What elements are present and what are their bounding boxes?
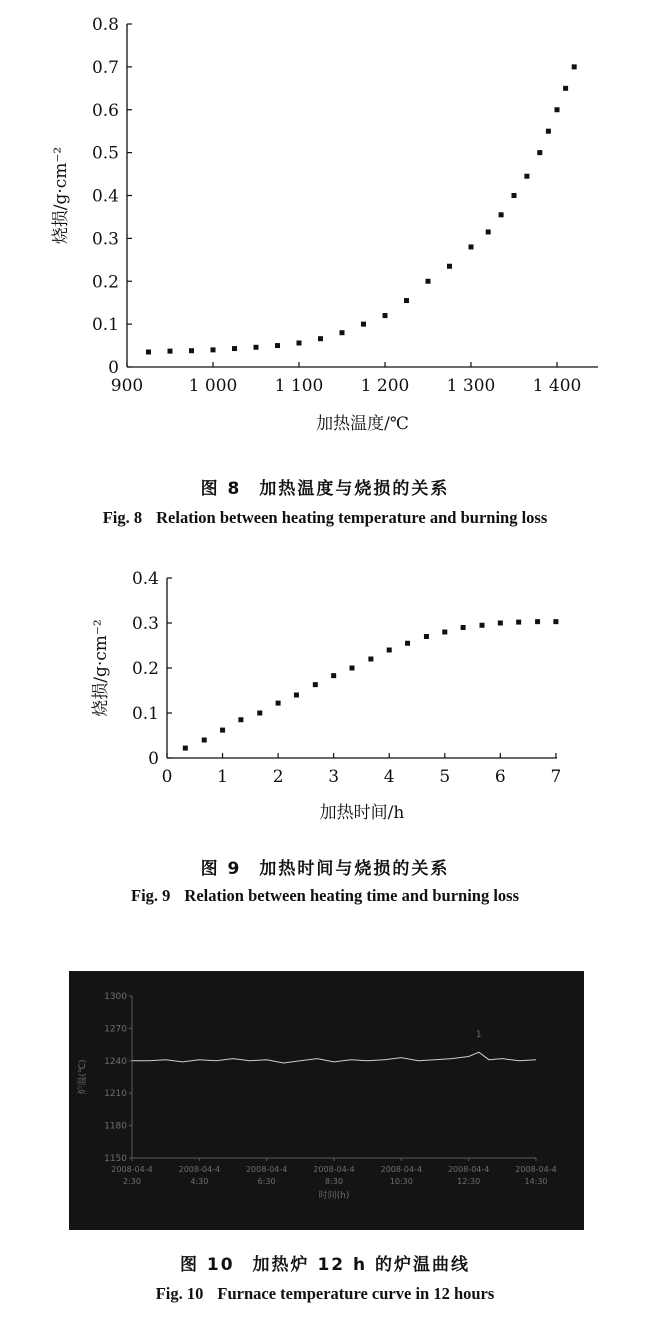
fig8-data-point <box>469 244 474 249</box>
fig9-data-point <box>368 657 373 662</box>
fig9-x-tick-label: 3 <box>328 767 340 787</box>
fig8-data-point <box>146 349 151 354</box>
fig8-data-point <box>512 193 517 198</box>
figure-10-number-en: Fig. 10 <box>155 1284 204 1303</box>
fig9-x-tick-label: 2 <box>272 767 284 787</box>
fig10-x-tick-label-time: 2:30 <box>123 1177 141 1186</box>
fig9-data-point <box>405 641 410 646</box>
fig9-data-point <box>480 623 485 628</box>
fig10-y-tick-label: 1180 <box>104 1121 127 1132</box>
fig10-x-axis-label: 时间(h) <box>318 1191 350 1201</box>
fig9-x-tick-label: 1 <box>217 767 228 787</box>
fig8-y-tick-label: 0.7 <box>91 57 119 78</box>
fig9-x-axis-label: 加热时间/h <box>319 803 405 823</box>
figure-8-number-en: Fig. 8 <box>102 508 143 527</box>
figure-10-title-cn: 加热炉 12 h 的炉温曲线 <box>252 1255 471 1275</box>
figure-10-chart <box>69 971 584 1230</box>
fig10-x-tick-label-date: 2008-04-4 <box>111 1165 153 1174</box>
fig8-x-tick-label: 1 000 <box>188 376 238 396</box>
figure-9-title-en: Relation between heating time and burning loss <box>184 886 520 905</box>
fig8-data-point <box>254 345 259 350</box>
fig9-x-tick-label: 5 <box>439 767 451 787</box>
fig10-x-tick-label-date: 2008-04-4 <box>178 1165 221 1174</box>
fig8-data-point <box>537 150 542 155</box>
fig10-y-axis-label: 炉温(℃) <box>78 1059 88 1095</box>
fig10-x-tick-label-date: 2008-04-4 <box>313 1165 355 1174</box>
fig8-x-tick-label: 1 300 <box>446 376 496 396</box>
fig8-data-point <box>340 330 345 335</box>
fig9-data-point <box>313 682 318 687</box>
fig9-data-point <box>220 728 225 733</box>
fig8-data-point <box>318 336 323 341</box>
fig8-y-tick-label: 0.5 <box>91 143 119 164</box>
figure-8-caption-cn <box>0 474 650 499</box>
fig8-data-point <box>275 343 280 348</box>
figure-9-chart <box>0 560 650 830</box>
fig9-x-tick-label: 7 <box>550 767 562 787</box>
fig9-data-point <box>461 625 466 630</box>
fig10-x-tick-label-time: 6:30 <box>257 1177 276 1186</box>
figure-8-chart <box>0 0 650 440</box>
fig8-x-tick-label: 1 100 <box>274 376 324 396</box>
fig10-x-tick-label-date: 2008-04-4 <box>245 1165 288 1174</box>
fig10-x-tick-label-date: 2008-04-4 <box>447 1165 490 1174</box>
fig10-y-tick-label: 1240 <box>104 1056 127 1067</box>
figure-9-number-en: Fig. 9 <box>130 886 171 905</box>
fig9-y-tick-label: 0.4 <box>131 569 159 589</box>
fig9-x-tick-label: 0 <box>161 767 173 787</box>
fig10-y-tick-label: 1210 <box>104 1089 127 1100</box>
fig8-data-point <box>563 86 568 91</box>
fig8-y-tick-label: 0.6 <box>91 100 119 121</box>
figure-8-caption-en <box>0 508 650 528</box>
fig9-data-point <box>294 693 299 698</box>
figure-8-title-en: Relation between heating temperature and burning loss <box>156 508 548 527</box>
figure-9-caption-en <box>0 886 650 906</box>
fig8-data-point <box>189 348 194 353</box>
fig9-y-axis-label: 烧损/g·cm⁻² <box>91 619 111 717</box>
fig9-y-tick-label: 0 <box>148 749 159 769</box>
fig10-y-tick-label: 1300 <box>104 992 127 1002</box>
fig9-data-point <box>202 738 207 743</box>
fig9-data-point <box>424 634 429 639</box>
fig8-data-point <box>555 107 560 112</box>
fig8-data-point <box>524 174 529 179</box>
fig8-y-axis-label: 烧损/g·cm⁻² <box>51 146 71 245</box>
fig10-x-tick-label-time: 4:30 <box>190 1177 209 1186</box>
fig9-data-point <box>276 701 281 706</box>
figure-8-title-cn: 加热温度与烧损的关系 <box>259 479 450 499</box>
fig8-y-tick-label: 0.3 <box>91 229 119 250</box>
fig10-x-tick-label-time: 14:30 <box>524 1177 548 1186</box>
fig8-data-point <box>486 229 491 234</box>
fig9-x-tick-label: 4 <box>383 767 395 787</box>
figure-10-number-cn: 图 10 <box>179 1255 235 1275</box>
fig9-data-point <box>183 746 188 751</box>
fig8-x-tick-label: 900 <box>110 376 144 396</box>
fig10-x-tick-label-date: 2008-04-4 <box>515 1165 557 1174</box>
fig8-data-point <box>232 346 237 351</box>
fig10-x-tick-label-date: 2008-04-4 <box>380 1165 423 1174</box>
figure-8-number-cn: 图 8 <box>200 479 242 499</box>
fig8-data-point <box>361 322 366 327</box>
figure-9-title-cn: 加热时间与烧损的关系 <box>259 859 450 879</box>
fig9-data-point <box>350 666 355 671</box>
fig8-y-tick-label: 0.4 <box>91 186 119 207</box>
figure-9-number-cn: 图 9 <box>200 859 242 879</box>
fig9-data-point <box>331 673 336 678</box>
fig9-data-point <box>535 619 540 624</box>
fig8-data-point <box>404 298 409 303</box>
fig9-data-point <box>387 648 392 653</box>
fig9-y-tick-label: 0.1 <box>131 704 159 724</box>
fig9-data-point <box>516 620 521 625</box>
fig9-y-tick-label: 0.3 <box>131 614 159 634</box>
figure-10-caption-cn <box>0 1250 650 1275</box>
fig8-y-tick-label: 0 <box>108 358 119 378</box>
fig8-data-point <box>297 340 302 345</box>
fig9-data-point <box>553 619 558 624</box>
fig8-data-point <box>572 64 577 69</box>
figure-9-caption-cn <box>0 854 650 879</box>
figure-10-title-en: Furnace temperature curve in 12 hours <box>217 1284 495 1303</box>
figure-10-caption-en <box>0 1284 650 1304</box>
fig10-x-tick-label-time: 8:30 <box>325 1177 343 1186</box>
fig8-data-point <box>499 212 504 217</box>
fig8-y-tick-label: 0.8 <box>91 15 119 35</box>
fig9-y-tick-label: 0.2 <box>131 659 159 679</box>
fig9-data-point <box>498 621 503 626</box>
fig8-y-tick-label: 0.2 <box>91 272 119 293</box>
fig8-data-point <box>211 347 216 352</box>
fig10-x-tick-label-time: 12:30 <box>457 1177 481 1186</box>
fig8-data-point <box>168 349 173 354</box>
fig9-data-point <box>238 717 243 722</box>
fig8-x-tick-label: 1 400 <box>532 376 582 396</box>
fig8-data-point <box>447 264 452 269</box>
fig9-data-point <box>257 711 262 716</box>
fig9-data-point <box>442 630 447 635</box>
fig10-y-tick-label: 1270 <box>104 1024 127 1035</box>
fig8-data-point <box>426 279 431 284</box>
fig10-x-tick-label-time: 10:30 <box>389 1177 413 1186</box>
fig8-x-axis-label: 加热温度/℃ <box>316 414 409 434</box>
fig8-data-point <box>546 129 551 134</box>
fig9-x-tick-label: 6 <box>494 767 506 787</box>
fig8-y-tick-label: 0.1 <box>91 315 119 336</box>
fig10-annotation: 1 <box>475 1030 482 1041</box>
fig8-x-tick-label: 1 200 <box>360 376 410 396</box>
fig8-data-point <box>383 313 388 318</box>
fig10-y-tick-label: 1150 <box>104 1154 127 1164</box>
